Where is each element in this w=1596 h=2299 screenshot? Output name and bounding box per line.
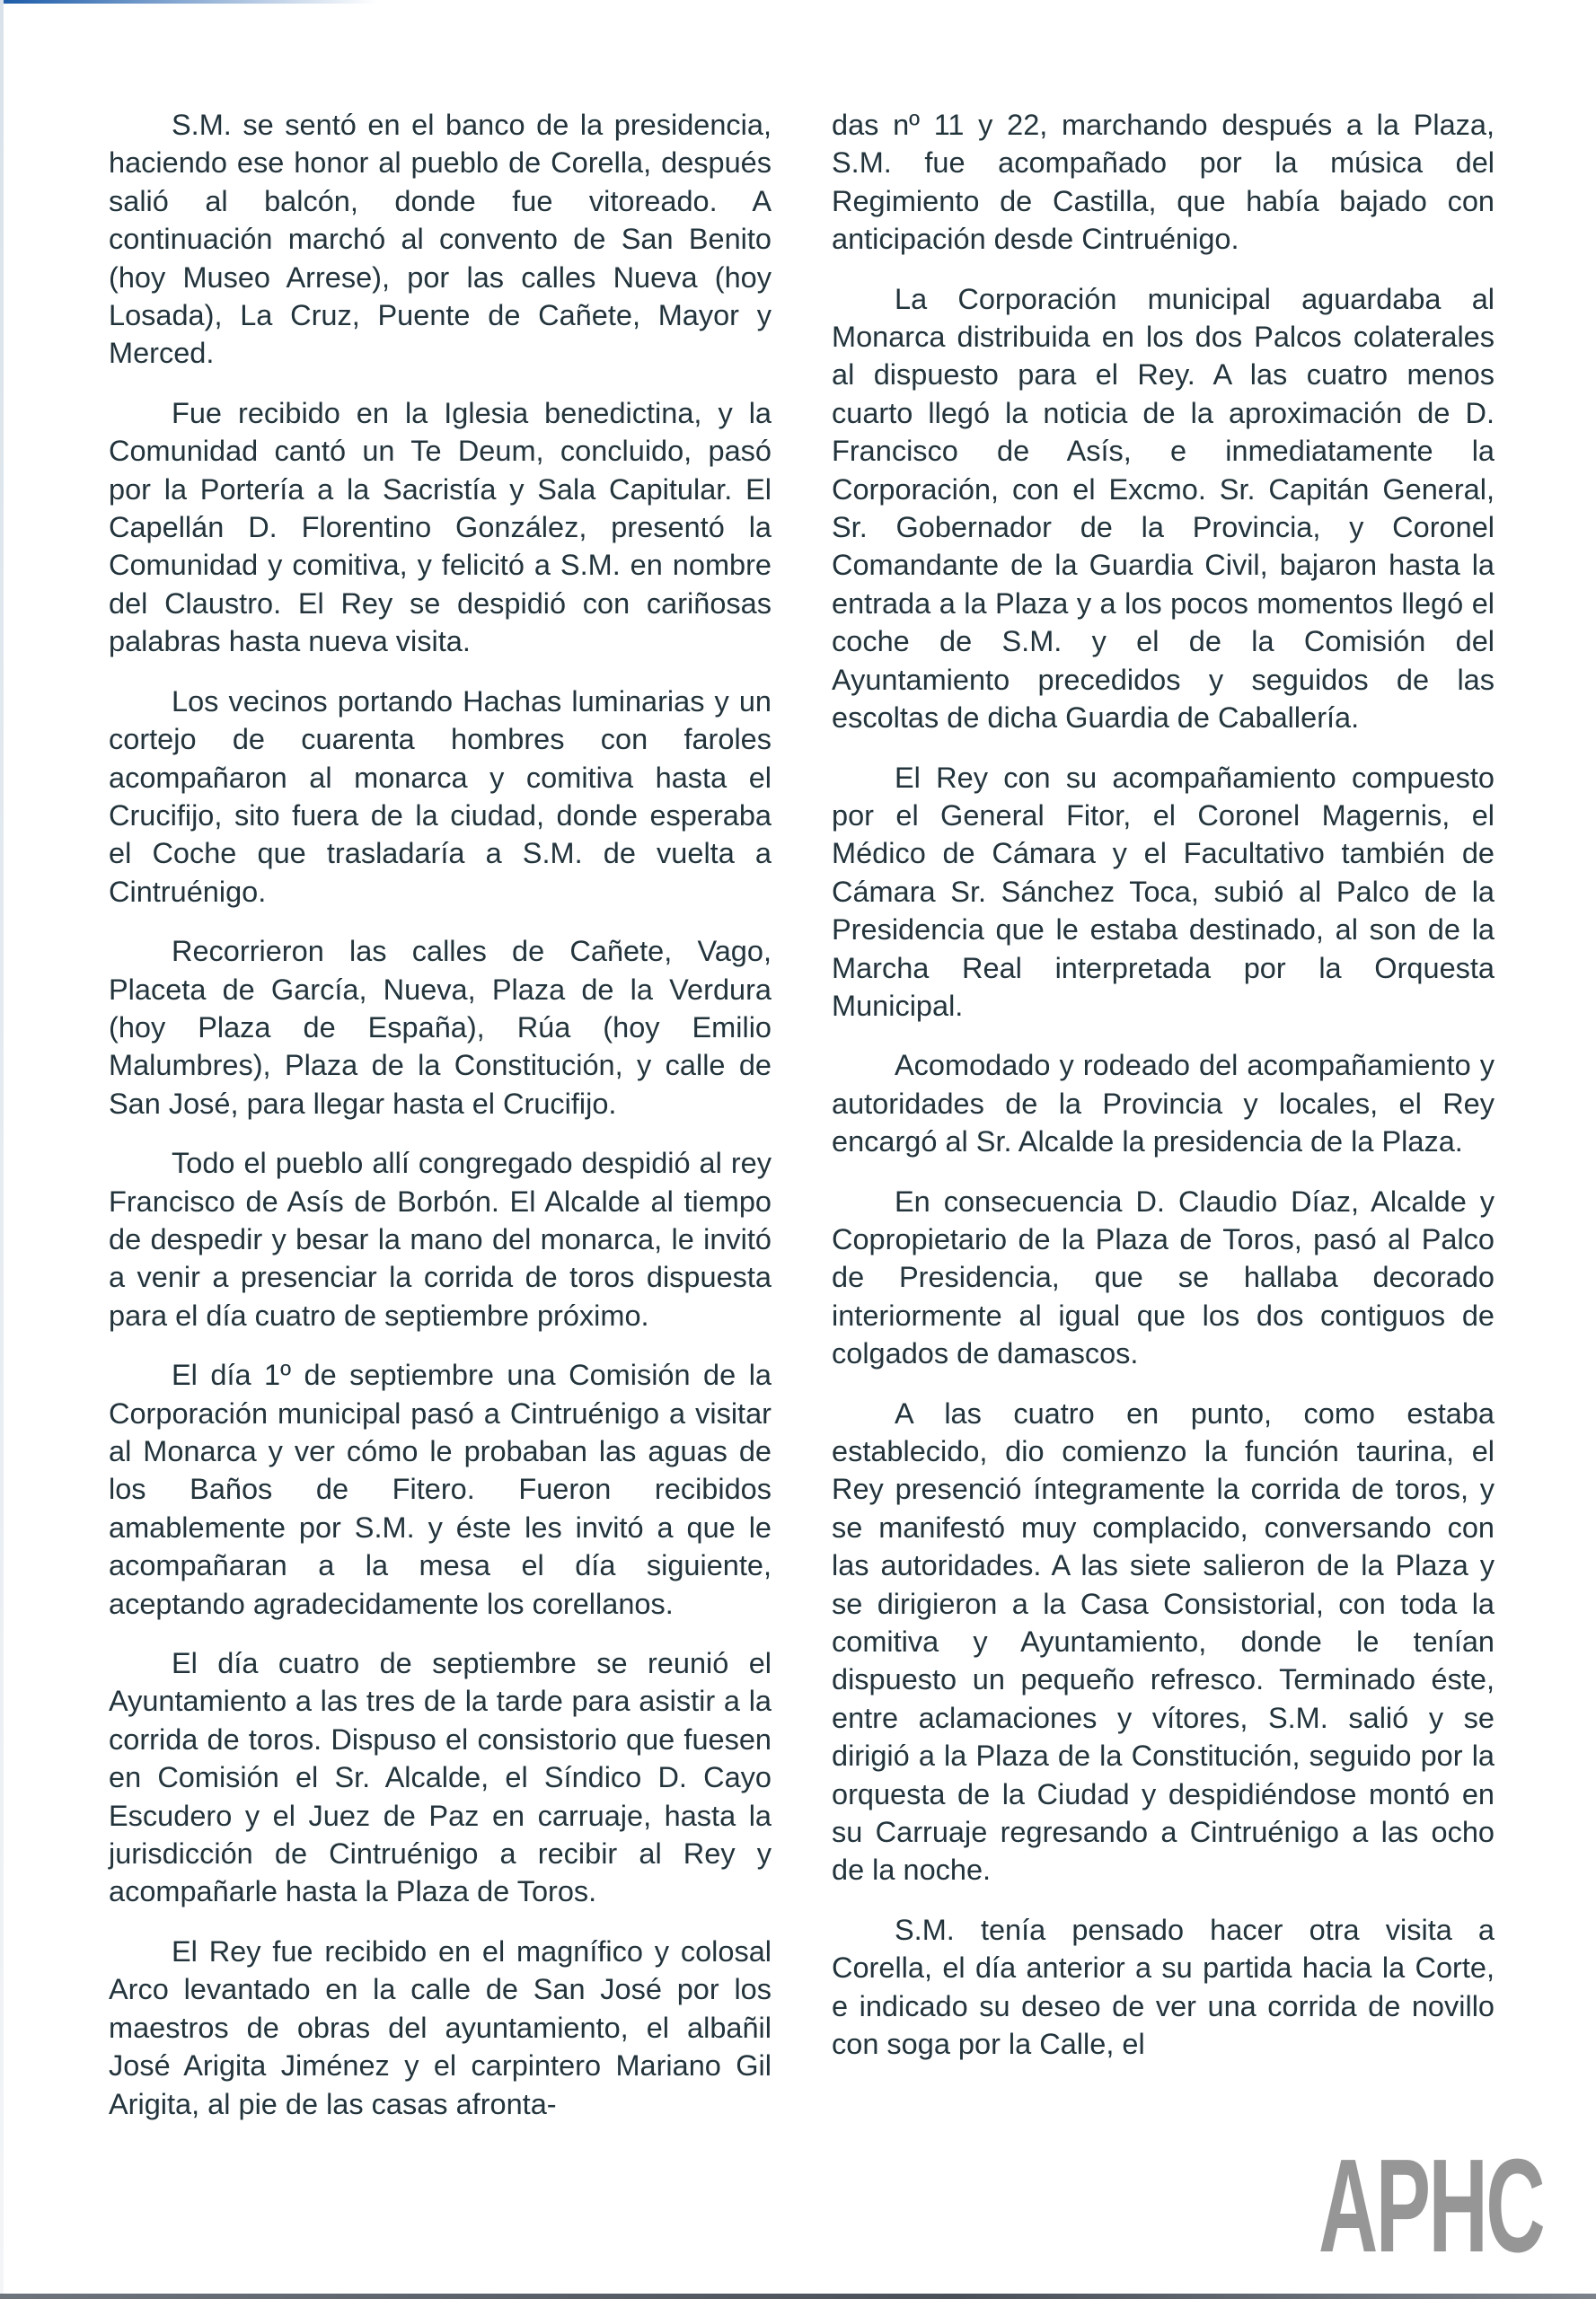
- paragraph: S.M. se sentó en el banco de la presidencia, haciendo ese honor al pueblo de Corella, después salió al balcón, donde fue vitoreado. A continuación marchó al convento de San Benito (hoy Museo Arrese), por las calles Nueva (hoy Losada), La Cruz, Puente de Cañete, Mayor y Merced.: [109, 109, 772, 370]
- left-text-column: [109, 106, 772, 2145]
- paragraph: La Corporación municipal aguardaba al Monarca distribuida en los dos Palcos colaterales al dispuesto para el Rey. A las cuatro menos cuarto llegó la noticia de la aproximación de D. Francisco de Asís, e inmediatamente la Corporación, con el Excmo. Sr. Capitán General, Sr. Gobernador de la Provincia, y Coronel Comandante de la Guardia Civil, bajaron hasta la entrada a la Plaza y a los pocos momentos llegó el coche de S.M. y el de la Comisión del Ayuntamiento precedidos y seguidos de las escoltas de dicha Guardia de Caballería.: [832, 282, 1495, 735]
- paragraph: El Rey con su acompañamiento compuesto por el General Fitor, el Coronel Magernis, el Médico de Cámara y el Facultativo también de Cámara Sr. Sánchez Toca, subió al Palco de la Presidencia que le estaba destinado, al son de la Marcha Real interpretada por la Orquesta Municipal.: [832, 761, 1495, 1022]
- paragraph: En consecuencia D. Claudio Díaz, Alcalde y Copropietario de la Plaza de Toros, pasó al Palco de Presidencia, que se hallaba decorado interiormente al igual que los dos contiguos de colgados de damascos.: [832, 1185, 1495, 1370]
- paragraph: Recorrieron las calles de Cañete, Vago, Placeta de García, Nueva, Plaza de la Verdura (hoy Plaza de España), Rúa (hoy Emilio Malumbres), Plaza de la Constitución, y calle de San José, para llegar hasta el Crucifijo.: [109, 935, 772, 1120]
- scan-top-edge: [0, 0, 377, 4]
- paragraph: Fue recibido en la Iglesia benedictina, y la Comunidad cantó un Te Deum, concluido, pasó por la Portería a la Sacristía y Sala Capitular. El Capellán D. Florentino González, presentó la Comunidad y comitiva, y felicitó a S.M. en nombre del Claustro. El Rey se despidió con cariñosas palabras hasta nueva visita.: [109, 396, 772, 658]
- scan-bottom-edge: [0, 2294, 1596, 2299]
- aphc-watermark-logo: APHC: [1318, 2132, 1544, 2280]
- paragraph: Los vecinos portando Hachas luminarias y un cortejo de cuarenta hombres con faroles acompañaron al monarca y comitiva hasta el Crucifijo, sito fuera de la ciudad, donde esperaba el Coche que trasladaría a S.M. de vuelta a Cintruénigo.: [109, 684, 772, 908]
- right-text-column: [832, 106, 1495, 2085]
- paragraph: El Rey fue recibido en el magnífico y colosal Arco levantado en la calle de San José por los maestros de obras del ayuntamiento, el albañil José Arigita Jiménez y el carpintero Mariano Gil Arigita, al pie de las casas afronta-: [109, 1934, 772, 2120]
- scan-left-edge: [0, 0, 4, 2299]
- paragraph-continuation: das nº 11 y 22, marchando después a la Plaza, S.M. fue acompañado por la música del Regimiento de Castilla, que había bajado con anticipación desde Cintruénigo.: [832, 109, 1495, 256]
- paragraph: Acomodado y rodeado del acompañamiento y autoridades de la Provincia y locales, el Rey encargó al Sr. Alcalde la presidencia de la Plaza.: [832, 1049, 1495, 1158]
- paragraph: Todo el pueblo allí congregado despidió al rey Francisco de Asís de Borbón. El Alcalde al tiempo de despedir y besar la mano del monarca, le invitó a venir a presenciar la corrida de toros dispuesta para el día cuatro de septiembre próximo.: [109, 1147, 772, 1332]
- paragraph: S.M. tenía pensado hacer otra visita a Corella, el día anterior a su partida hacia la Corte, e indicado su deseo de ver una corrida de novillo con soga por la Calle, el: [832, 1913, 1495, 2061]
- paragraph: El día 1º de septiembre una Comisión de la Corporación municipal pasó a Cintruénigo a visitar al Monarca y ver cómo le probaban las aguas de los Baños de Fitero. Fueron recibidos amablemente por S.M. y éste les invitó a que le acompañaran a la mesa el día siguiente, aceptando agradecidamente los corellanos.: [109, 1359, 772, 1620]
- paragraph: A las cuatro en punto, como estaba establecido, dio comienzo la función taurina, el Rey presenció íntegramente la corrida de toros, y se manifestó muy complacido, conversando con las autoridades. A las siete salieron de la Plaza y se dirigieron a la Casa Consistorial, con toda la comitiva y Ayuntamiento, donde le tenían dispuesto un pequeño refresco. Terminado éste, entre aclamaciones y vítores, S.M. salió y se dirigió a la Plaza de la Constitución, seguido por la orquesta de la Ciudad y despidiéndose montó en su Carruaje regresando a Cintruénigo a las ocho de la noche.: [832, 1396, 1495, 1887]
- paragraph: El día cuatro de septiembre se reunió el Ayuntamiento a las tres de la tarde para asistir a la corrida de toros. Dispuso el consistorio que fuesen en Comisión el Sr. Alcalde, el Síndico D. Cayo Escudero y el Juez de Paz en carruaje, hasta la jurisdicción de Cintruénigo a recibir al Rey y acompañarle hasta la Plaza de Toros.: [109, 1647, 772, 1908]
